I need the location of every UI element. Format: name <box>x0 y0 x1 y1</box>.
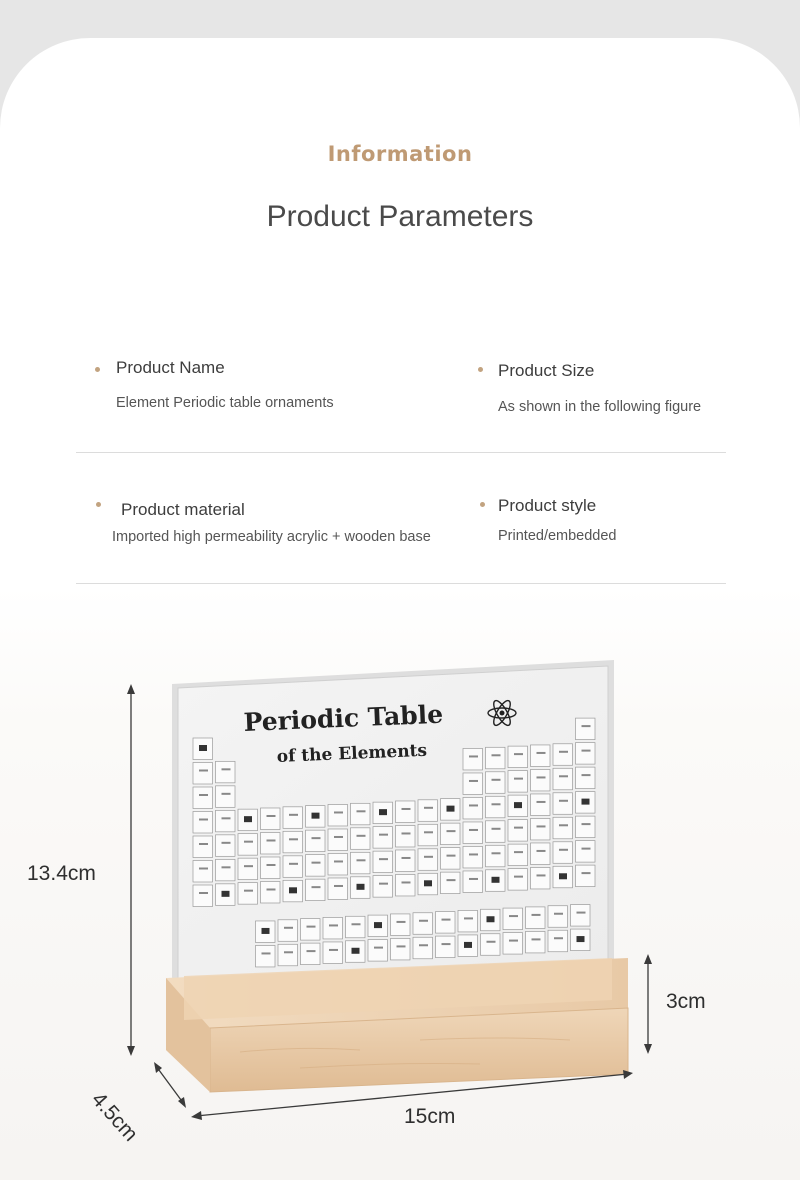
element-cell <box>463 797 483 819</box>
element-sample <box>334 836 343 838</box>
element-cell <box>553 817 573 839</box>
element-sample <box>357 835 366 837</box>
element-sample <box>222 817 231 819</box>
element-sample <box>244 841 253 843</box>
element-sample <box>199 745 207 751</box>
element-sample <box>289 863 298 865</box>
element-sample <box>442 919 451 921</box>
element-cell <box>418 800 438 822</box>
element-cell <box>283 807 303 829</box>
element-cell <box>418 849 438 871</box>
element-sample <box>424 807 433 809</box>
element-cell <box>278 944 298 966</box>
element-sample <box>464 942 472 948</box>
element-sample <box>447 806 455 812</box>
element-cell <box>441 823 461 845</box>
element-sample <box>582 799 590 805</box>
element-sample <box>199 770 208 772</box>
element-cell <box>508 844 528 866</box>
section-eyebrow: Information <box>327 142 473 166</box>
element-sample <box>419 920 428 922</box>
element-sample <box>379 858 388 860</box>
element-cell <box>283 831 303 853</box>
element-cell <box>238 858 258 880</box>
element-cell <box>441 872 461 894</box>
height-label: 13.4cm <box>27 862 96 885</box>
element-cell <box>396 801 416 823</box>
element-cell <box>216 786 236 808</box>
element-sample <box>424 831 433 833</box>
element-sample <box>559 751 568 753</box>
element-sample <box>284 951 293 953</box>
element-cell <box>391 938 411 960</box>
element-sample <box>469 755 478 757</box>
element-cell <box>301 919 321 941</box>
element-sample <box>312 813 320 819</box>
element-cell <box>396 825 416 847</box>
element-sample <box>352 923 361 925</box>
element-cell <box>458 910 478 932</box>
element-sample <box>582 823 591 825</box>
element-sample <box>424 856 433 858</box>
element-sample <box>447 830 456 832</box>
element-cell <box>216 810 236 832</box>
element-cell <box>576 841 596 863</box>
element-sample <box>379 809 387 815</box>
element-sample <box>532 938 541 940</box>
element-sample <box>559 800 568 802</box>
element-sample <box>492 803 501 805</box>
element-sample <box>514 753 523 755</box>
element-cell <box>368 940 388 962</box>
element-cell <box>576 718 596 740</box>
element-sample <box>329 949 338 951</box>
element-cell <box>328 829 348 851</box>
element-sample <box>514 827 523 829</box>
element-cell <box>216 761 236 783</box>
depth-arrow <box>154 1062 186 1108</box>
element-cell <box>351 803 371 825</box>
element-sample <box>514 802 522 808</box>
element-cell <box>576 767 596 789</box>
element-cell <box>486 845 506 867</box>
element-sample <box>469 804 478 806</box>
element-sample <box>352 948 360 954</box>
element-cell <box>278 920 298 942</box>
element-sample <box>244 865 253 867</box>
element-sample <box>262 952 271 954</box>
element-sample <box>469 780 478 782</box>
param-label: Product style <box>498 496 597 515</box>
element-sample <box>514 876 523 878</box>
element-sample <box>464 917 473 919</box>
element-cell <box>413 937 433 959</box>
element-sample <box>582 725 591 727</box>
element-cell <box>413 913 433 935</box>
element-cell <box>328 853 348 875</box>
element-sample <box>492 877 500 883</box>
element-cell <box>486 796 506 818</box>
element-cell <box>576 865 596 887</box>
element-sample <box>329 924 338 926</box>
element-cell <box>531 769 551 791</box>
element-cell <box>193 787 213 809</box>
element-sample <box>284 927 293 929</box>
base-height-arrow <box>644 954 652 1054</box>
element-cell <box>391 914 411 936</box>
element-sample <box>469 829 478 831</box>
element-cell <box>351 852 371 874</box>
element-cell <box>531 843 551 865</box>
element-sample <box>307 950 316 952</box>
element-cell <box>328 804 348 826</box>
element-cell <box>526 931 546 953</box>
element-sample <box>357 810 366 812</box>
element-sample <box>357 859 366 861</box>
element-sample <box>582 848 591 850</box>
element-sample <box>559 775 568 777</box>
element-cell <box>193 885 213 907</box>
element-sample <box>222 842 231 844</box>
element-sample <box>222 891 230 897</box>
element-sample <box>514 851 523 853</box>
element-sample <box>537 874 546 876</box>
param-value: Printed/embedded <box>498 528 617 544</box>
element-sample <box>582 750 591 752</box>
param-label: Product Size <box>498 361 595 380</box>
element-cell <box>323 942 343 964</box>
element-cell <box>503 908 523 930</box>
element-cell <box>508 820 528 842</box>
element-sample <box>554 937 563 939</box>
element-sample <box>537 825 546 827</box>
element-sample <box>267 815 276 817</box>
base-height-label: 3cm <box>666 990 706 1013</box>
element-sample <box>559 873 567 879</box>
element-cell <box>216 859 236 881</box>
element-sample <box>199 843 208 845</box>
element-cell <box>576 743 596 765</box>
element-cell <box>261 808 281 830</box>
element-sample <box>577 936 585 942</box>
element-sample <box>469 878 478 880</box>
element-sample <box>222 793 231 795</box>
element-sample <box>379 883 388 885</box>
element-sample <box>397 945 406 947</box>
element-cell <box>323 917 343 939</box>
element-sample <box>402 832 411 834</box>
param-value: As shown in the following figure <box>498 399 702 415</box>
element-cell <box>373 876 393 898</box>
element-sample <box>267 839 276 841</box>
element-cell <box>486 772 506 794</box>
element-cell <box>193 836 213 858</box>
element-sample <box>487 941 496 943</box>
element-sample <box>334 885 343 887</box>
element-sample <box>577 912 586 914</box>
param-value: Element Periodic table ornaments <box>116 395 334 411</box>
element-sample <box>289 838 298 840</box>
acrylic-title: Periodic Table <box>243 699 444 737</box>
element-cell <box>531 794 551 816</box>
element-cell <box>193 763 213 785</box>
element-cell <box>486 821 506 843</box>
section-title: Product Parameters <box>266 200 534 233</box>
element-sample <box>537 850 546 852</box>
element-cell <box>306 879 326 901</box>
element-sample <box>244 816 252 822</box>
element-sample <box>222 866 231 868</box>
element-cell <box>486 747 506 769</box>
element-cell <box>261 857 281 879</box>
element-cell <box>306 855 326 877</box>
element-cell <box>553 744 573 766</box>
element-sample <box>289 887 297 893</box>
width-label: 15cm <box>404 1105 456 1128</box>
element-cell <box>553 842 573 864</box>
element-sample <box>334 860 343 862</box>
element-sample <box>487 916 495 922</box>
element-cell <box>396 850 416 872</box>
element-cell <box>351 828 371 850</box>
element-cell <box>261 832 281 854</box>
element-cell <box>238 834 258 856</box>
element-cell <box>553 768 573 790</box>
element-sample <box>402 857 411 859</box>
element-sample <box>312 886 321 888</box>
element-cell <box>346 916 366 938</box>
element-cell <box>508 746 528 768</box>
element-cell <box>436 936 456 958</box>
element-sample <box>199 868 208 870</box>
element-sample <box>447 855 456 857</box>
element-sample <box>397 921 406 923</box>
element-sample <box>289 814 298 816</box>
element-cell <box>436 912 456 934</box>
element-cell <box>256 945 276 967</box>
element-cell <box>463 773 483 795</box>
element-sample <box>307 926 316 928</box>
element-cell <box>328 878 348 900</box>
param-value: Imported high permeability acrylic + wooden base <box>112 529 431 545</box>
param-label: Product material <box>121 500 245 519</box>
element-sample <box>357 884 365 890</box>
element-sample <box>374 922 382 928</box>
element-sample <box>374 947 383 949</box>
element-sample <box>532 914 541 916</box>
height-arrow <box>127 684 135 1056</box>
element-sample <box>424 880 432 886</box>
element-cell <box>463 846 483 868</box>
element-sample <box>509 915 518 917</box>
element-sample <box>262 928 270 934</box>
element-cell <box>193 812 213 834</box>
element-cell <box>283 856 303 878</box>
element-sample <box>554 913 563 915</box>
element-sample <box>447 879 456 881</box>
element-sample <box>334 811 343 813</box>
element-cell <box>531 867 551 889</box>
element-cell <box>531 818 551 840</box>
element-cell <box>306 830 326 852</box>
element-cell <box>503 933 523 955</box>
element-sample <box>582 774 591 776</box>
element-sample <box>267 864 276 866</box>
element-sample <box>514 778 523 780</box>
element-sample <box>199 794 208 796</box>
element-sample <box>199 819 208 821</box>
element-cell <box>216 835 236 857</box>
element-cell <box>463 748 483 770</box>
element-sample <box>509 940 518 942</box>
element-cell <box>576 816 596 838</box>
element-cell <box>301 943 321 965</box>
element-cell <box>508 869 528 891</box>
element-sample <box>537 752 546 754</box>
element-sample <box>582 872 591 874</box>
acrylic-subtitle: of the Elements <box>276 740 428 767</box>
element-sample <box>492 828 501 830</box>
element-cell <box>238 883 258 905</box>
element-cell <box>548 930 568 952</box>
element-cell <box>193 861 213 883</box>
element-sample <box>402 881 411 883</box>
element-cell <box>441 848 461 870</box>
depth-label: 4.5cm <box>86 1088 143 1146</box>
param-label: Product Name <box>116 358 225 377</box>
element-cell <box>373 851 393 873</box>
element-sample <box>379 834 388 836</box>
element-cell <box>373 827 393 849</box>
element-cell <box>526 907 546 929</box>
element-sample <box>537 801 546 803</box>
element-sample <box>419 944 428 946</box>
element-sample <box>559 849 568 851</box>
element-sample <box>492 852 501 854</box>
element-sample <box>559 824 568 826</box>
element-cell <box>508 771 528 793</box>
element-cell <box>463 822 483 844</box>
element-sample <box>469 853 478 855</box>
element-sample <box>244 890 253 892</box>
element-sample <box>267 888 276 890</box>
element-cell <box>418 824 438 846</box>
element-sample <box>442 943 451 945</box>
element-sample <box>312 837 321 839</box>
element-cell <box>531 745 551 767</box>
element-cell <box>261 881 281 903</box>
element-cell <box>481 934 501 956</box>
element-cell <box>571 905 591 927</box>
element-sample <box>492 779 501 781</box>
element-sample <box>492 754 501 756</box>
element-cell <box>548 906 568 928</box>
element-sample <box>537 776 546 778</box>
element-sample <box>222 768 231 770</box>
element-sample <box>402 808 411 810</box>
element-cell <box>463 871 483 893</box>
element-sample <box>312 862 321 864</box>
element-sample <box>199 892 208 894</box>
element-cell <box>553 793 573 815</box>
element-cell <box>396 874 416 896</box>
